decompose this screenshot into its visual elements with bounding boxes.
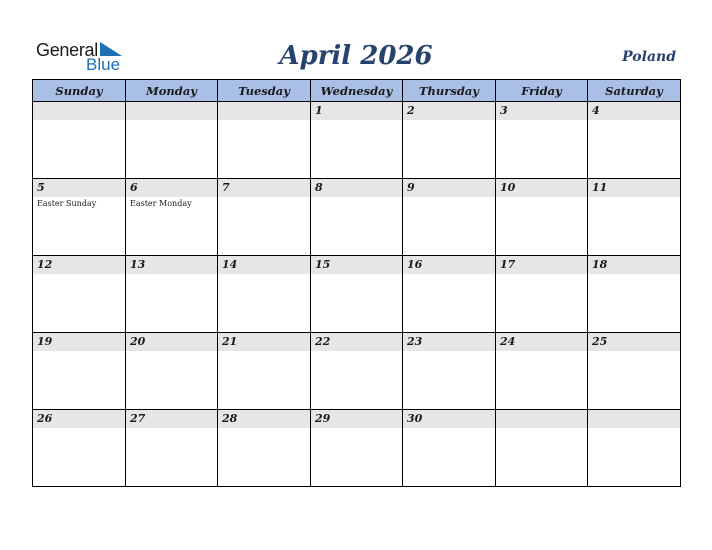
weekday-header: Tuesday (218, 80, 311, 102)
day-cell (403, 410, 496, 487)
day-number-bar (126, 102, 217, 120)
day-number: 11 (592, 181, 608, 194)
day-cell (496, 256, 588, 333)
holiday-label: Easter Sunday (37, 199, 97, 208)
day-cell (588, 179, 681, 256)
weekday-header: Monday (126, 80, 218, 102)
day-cell (33, 102, 126, 179)
day-number-bar (403, 102, 495, 120)
day-number: 19 (37, 335, 53, 348)
day-number: 13 (130, 258, 146, 271)
day-number-bar (218, 102, 310, 120)
day-cell (496, 102, 588, 179)
day-cell (33, 179, 126, 256)
day-cell (218, 333, 311, 410)
day-number: 3 (500, 104, 508, 117)
day-cell (403, 256, 496, 333)
day-number-bar (311, 179, 402, 197)
day-number-bar (126, 410, 217, 428)
day-number: 23 (407, 335, 423, 348)
week-row (33, 102, 681, 179)
day-number: 7 (222, 181, 230, 194)
day-number-bar (588, 102, 680, 120)
day-cell (588, 410, 681, 487)
day-number-bar (33, 102, 125, 120)
day-number-bar (126, 333, 217, 351)
day-number-bar (403, 410, 495, 428)
day-number: 26 (37, 412, 53, 425)
day-cell (218, 256, 311, 333)
day-number: 22 (315, 335, 331, 348)
day-number: 18 (592, 258, 608, 271)
day-number-bar (311, 410, 402, 428)
weekday-header: Thursday (403, 80, 496, 102)
day-number-bar (496, 333, 587, 351)
day-number: 21 (222, 335, 238, 348)
day-number-bar (496, 256, 587, 274)
day-number-bar (311, 102, 402, 120)
day-number-bar (33, 179, 125, 197)
holiday-label: Easter Monday (130, 199, 192, 208)
day-number-bar (403, 333, 495, 351)
calendar-title: April 2026 (279, 41, 433, 71)
logo-text-general: General (36, 40, 98, 60)
week-row (33, 410, 681, 487)
day-number: 28 (222, 412, 238, 425)
day-number-bar (218, 333, 310, 351)
day-number: 30 (407, 412, 423, 425)
day-cell (311, 333, 403, 410)
day-number: 20 (130, 335, 146, 348)
day-number-bar (33, 256, 125, 274)
day-cell (588, 256, 681, 333)
day-number-bar (126, 256, 217, 274)
day-number: 8 (315, 181, 323, 194)
day-number-bar (496, 410, 587, 428)
day-cell (496, 179, 588, 256)
day-cell (403, 179, 496, 256)
day-number: 10 (500, 181, 516, 194)
day-cell (311, 102, 403, 179)
day-cell (126, 102, 218, 179)
day-cell (126, 179, 218, 256)
country-label: Poland (622, 49, 676, 65)
day-number-bar (311, 333, 402, 351)
day-cell (403, 102, 496, 179)
day-number: 25 (592, 335, 608, 348)
day-cell (588, 333, 681, 410)
day-number-bar (496, 102, 587, 120)
day-number: 14 (222, 258, 238, 271)
weekday-header: Saturday (588, 80, 681, 102)
day-number-bar (126, 179, 217, 197)
day-number-bar (218, 256, 310, 274)
day-cell (311, 410, 403, 487)
day-cell (496, 333, 588, 410)
day-number: 24 (500, 335, 516, 348)
day-number-bar (33, 333, 125, 351)
day-cell (218, 102, 311, 179)
day-number: 27 (130, 412, 146, 425)
day-number-bar (403, 179, 495, 197)
day-number: 9 (407, 181, 415, 194)
day-number-bar (588, 179, 680, 197)
day-number-bar (33, 410, 125, 428)
day-number: 12 (37, 258, 53, 271)
day-number: 5 (37, 181, 45, 194)
week-row (33, 256, 681, 333)
logo-text-blue: Blue (86, 55, 121, 74)
day-number: 4 (592, 104, 600, 117)
week-row (33, 333, 681, 410)
day-number-bar (588, 333, 680, 351)
day-cell (311, 179, 403, 256)
day-number-bar (311, 256, 402, 274)
day-number: 6 (130, 181, 138, 194)
day-cell (126, 256, 218, 333)
day-cell (126, 410, 218, 487)
day-cell (33, 333, 126, 410)
day-number-bar (218, 410, 310, 428)
day-cell (126, 333, 218, 410)
day-cell (218, 410, 311, 487)
calendar-grid (32, 79, 681, 487)
day-number-bar (218, 179, 310, 197)
week-row (33, 179, 681, 256)
day-cell (403, 333, 496, 410)
day-number-bar (588, 256, 680, 274)
day-cell (218, 179, 311, 256)
day-number: 1 (315, 104, 323, 117)
day-cell (33, 256, 126, 333)
day-number: 2 (407, 104, 415, 117)
day-number-bar (588, 410, 680, 428)
weekday-header: Sunday (33, 80, 126, 102)
day-cell (588, 102, 681, 179)
day-number-bar (403, 256, 495, 274)
day-number: 29 (315, 412, 331, 425)
day-cell (311, 256, 403, 333)
day-number: 15 (315, 258, 331, 271)
day-cell (33, 410, 126, 487)
weekday-header: Friday (496, 80, 588, 102)
weekday-header: Wednesday (311, 80, 403, 102)
day-number-bar (496, 179, 587, 197)
day-cell (496, 410, 588, 487)
day-number: 17 (500, 258, 516, 271)
weekday-header-row (33, 80, 681, 102)
day-number: 16 (407, 258, 423, 271)
